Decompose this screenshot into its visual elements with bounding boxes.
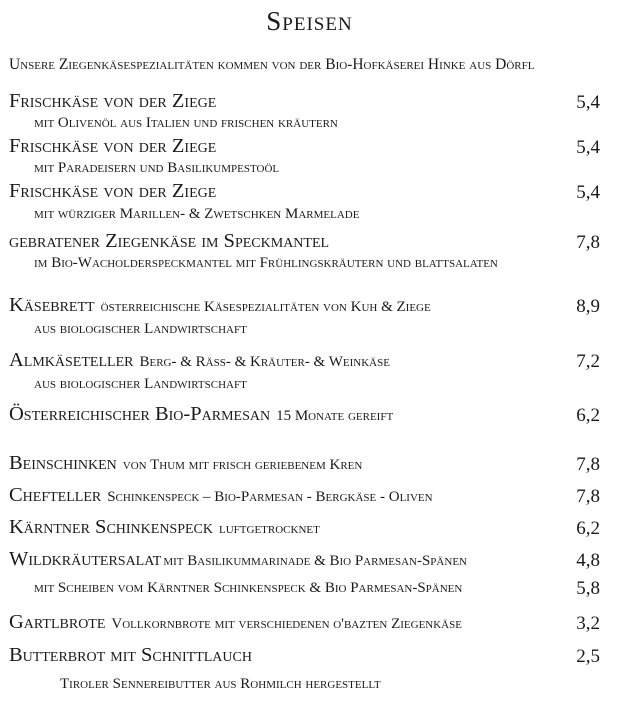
- menu-item-name: Almkäseteller: [9, 349, 134, 371]
- menu-item-name: Käsebrett: [9, 294, 95, 316]
- menu-item-detail-price: 5,8: [576, 578, 600, 599]
- menu-item-detail: mit Paradeisern und Basilikumpestoöl: [34, 160, 280, 176]
- menu-item-price: 2,5: [576, 646, 600, 667]
- menu-item-inline-detail: österreichische Käsespezialitäten von Kuh & Ziege: [100, 299, 431, 315]
- menu-item-line: [9, 452, 362, 475]
- menu-item-name: Beinschinken: [9, 452, 117, 474]
- menu-item-inline-detail: mit Basilikummarinade & Bio Parmesan-Spänen: [163, 553, 467, 569]
- menu-item-price: 7,8: [576, 232, 600, 253]
- menu-item-price: 4,8: [576, 550, 600, 571]
- menu-item-price: 7,2: [576, 351, 600, 372]
- menu-item-detail: Tiroler Sennereibutter aus Rohmilch hergestellt: [60, 676, 381, 692]
- menu-item-inline-detail: von Thum mit frisch geriebenem Kren: [122, 457, 363, 473]
- menu-item-price: 7,8: [576, 454, 600, 475]
- menu-item-inline-detail: Schinkenspeck – Bio-Parmesan - Bergkäse - Oliven: [107, 489, 433, 505]
- menu-item-price: 6,2: [576, 518, 600, 539]
- menu-item-price: 3,2: [576, 613, 600, 634]
- menu-item-name: Wildkräutersalat: [9, 548, 162, 570]
- menu-item-name: Chefteller: [9, 484, 102, 506]
- menu-item-name: Frischkäse von der Ziege: [9, 135, 217, 157]
- menu-item-line: [9, 484, 433, 507]
- menu-item-line: [9, 403, 393, 426]
- menu-item-line: [9, 548, 467, 571]
- menu-item-price: 7,8: [576, 486, 600, 507]
- menu-item-detail: mit würziger Marillen- & Zwetschken Marmelade: [34, 206, 360, 222]
- menu-item-name: Butterbrot mit Schnittlauch: [9, 644, 252, 666]
- menu-item-price: 8,9: [576, 296, 600, 317]
- menu-item-price: 5,4: [576, 92, 600, 113]
- menu-item-inline-detail: 15 Monate gereift: [276, 408, 394, 424]
- menu-item-detail: im Bio-Wacholderspeckmantel mit Frühlingskräutern und blattsalaten: [34, 255, 498, 271]
- menu-item-detail: aus biologischer Landwirtschaft: [34, 376, 247, 392]
- menu-item-name: Frischkäse von der Ziege: [9, 180, 217, 202]
- menu-item-line: [9, 611, 462, 634]
- menu-item-detail: mit Scheiben vom Kärntner Schinkenspeck & Bio Parmesan-Spänen: [34, 580, 463, 596]
- menu-item-detail: aus biologischer Landwirtschaft: [34, 321, 247, 337]
- menu-item-price: 5,4: [576, 182, 600, 203]
- menu-item-name: Gartlbrote: [9, 611, 106, 633]
- menu-item-line: [9, 294, 431, 317]
- page-title: Speisen: [266, 6, 353, 36]
- menu-item-line: [9, 516, 320, 539]
- menu-item-inline-detail: Berg- & Räss- & Kräuter- & Weinkäse: [139, 354, 390, 370]
- intro-text: Unsere Ziegenkäsespezialitäten kommen von der Bio-Hofkäserei Hinke aus Dörfl: [9, 56, 535, 73]
- menu-item-detail: mit Olivenöl aus Italien und frischen kräutern: [34, 115, 338, 131]
- menu-item-inline-detail: Vollkornbrote mit verschiedenen o'bazten Ziegenkäse: [111, 616, 462, 632]
- menu-item-line: [9, 349, 390, 372]
- menu-item-price: 5,4: [576, 137, 600, 158]
- menu-item-price: 6,2: [576, 405, 600, 426]
- menu-item-name: Frischkäse von der Ziege: [9, 90, 217, 112]
- menu-item-name: Kärntner Schinkenspeck: [9, 516, 214, 538]
- menu-item-name: gebratener Ziegenkäse im Speckmantel: [9, 230, 330, 252]
- menu-item-name: Österreichischer Bio-Parmesan: [9, 403, 271, 425]
- menu-item-inline-detail: luftgetrocknet: [219, 521, 320, 537]
